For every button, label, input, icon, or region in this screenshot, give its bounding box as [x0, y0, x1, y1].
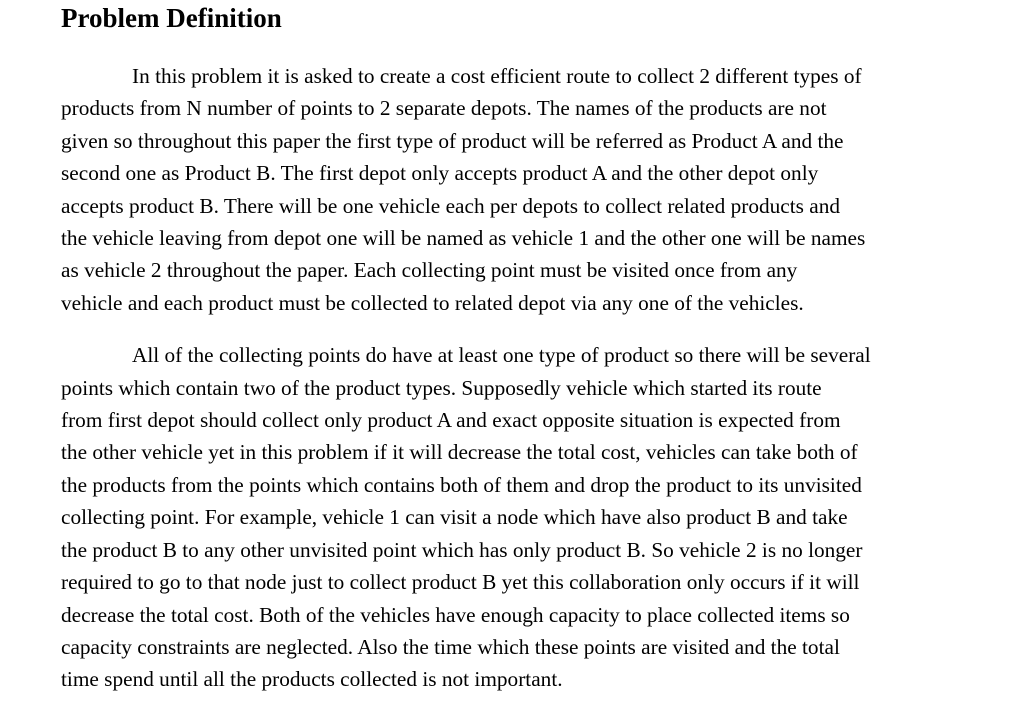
- paragraph-2-line-7: the product B to any other unvisited point which has only product B. So vehicle 2 is no longer: [61, 537, 863, 562]
- paragraph-1-line-2: products from N number of points to 2 separate depots. The names of the products are not: [61, 96, 827, 121]
- paragraph-2-line-9: decrease the total cost. Both of the vehicles have enough capacity to place collected items so: [61, 602, 850, 627]
- paragraph-1-line-5: accepts product B. There will be one vehicle each per depots to collect related products and: [61, 193, 841, 218]
- paragraph-2: [61, 339, 996, 695]
- paragraph-1-line-4: second one as Product B. The first depot only accepts product A and the other depot only: [61, 161, 819, 186]
- paragraph-2-line-5: the products from the points which contains both of them and drop the product to its unvisited: [61, 472, 862, 497]
- paragraph-2-line-8: required to go to that node just to collect product B yet this collaboration only occurs if it will: [61, 570, 860, 595]
- paragraph-1-line-6: the vehicle leaving from depot one will be named as vehicle 1 and the other one will be names: [61, 226, 866, 251]
- paragraph-2-line-2: points which contain two of the product types. Supposedly vehicle which started its route: [61, 375, 822, 400]
- paragraph-2-line-6: collecting point. For example, vehicle 1 can visit a node which have also product B and take: [61, 505, 848, 530]
- paragraph-2-line-3: from first depot should collect only product A and exact opposite situation is expected from: [61, 408, 841, 433]
- paragraph-1-line-1: In this problem it is asked to create a cost efficient route to collect 2 different types of: [132, 64, 862, 88]
- document-page: [61, 0, 996, 696]
- paragraph-1: [61, 60, 996, 319]
- paragraph-2-line-4: the other vehicle yet in this problem if it will decrease the total cost, vehicles can take both of: [61, 440, 858, 465]
- paragraph-2-line-1: All of the collecting points do have at least one type of product so there will be several: [132, 343, 871, 368]
- paragraph-1-line-8: vehicle and each product must be collected to related depot via any one of the vehicles.: [61, 290, 804, 315]
- paragraph-2-line-11: time spend until all the products collected is not important.: [61, 667, 563, 692]
- paragraph-1-line-3: given so throughout this paper the first type of product will be referred as Product A and the: [61, 128, 844, 153]
- paragraph-1-line-7: as vehicle 2 throughout the paper. Each collecting point must be visited once from any: [61, 258, 798, 283]
- paragraph-2-line-10: capacity constraints are neglected. Also the time which these points are visited and the total: [61, 634, 840, 659]
- section-heading: Problem Definition: [61, 3, 282, 33]
